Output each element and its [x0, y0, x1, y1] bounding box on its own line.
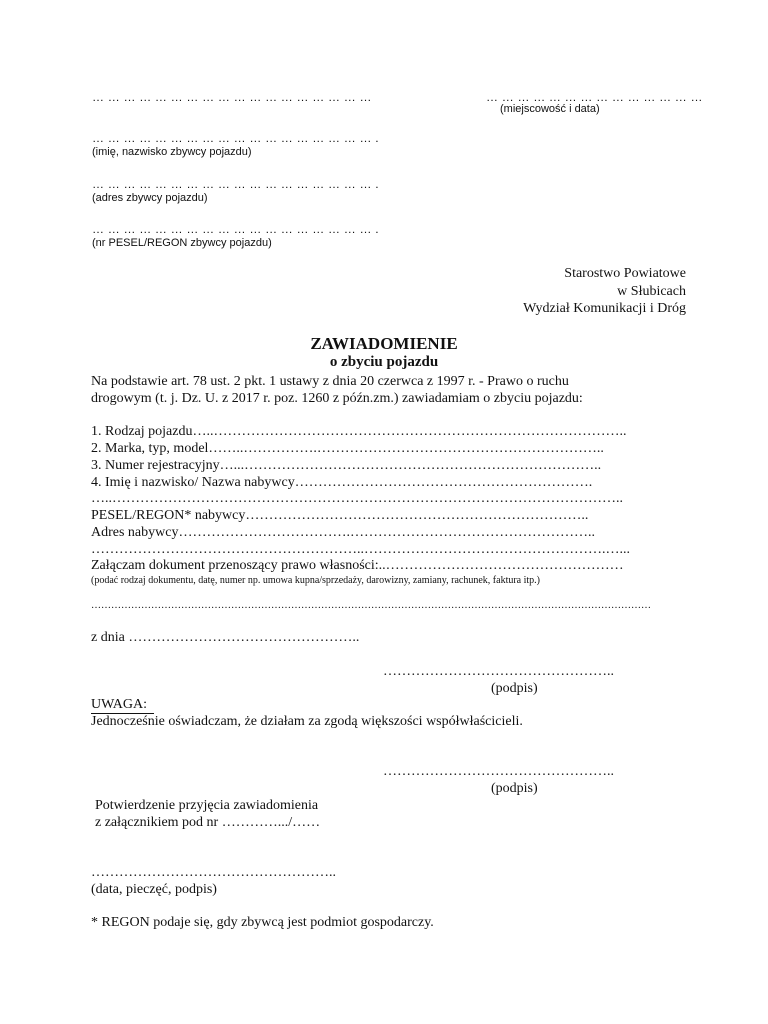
field-buyer-address-cont[interactable]: …………………………………………………..…………………………………………….…... — [91, 542, 630, 557]
field-make-model[interactable]: 2. Marka, typ, model……..…………….…………………………………………………….. — [91, 441, 604, 456]
field-registration-number[interactable]: 3. Numer rejestracyjny…...………………………………………………………………….. — [91, 458, 602, 473]
field-buyer-pesel[interactable]: PESEL/REGON* nabywcy……………………………………………………………….. — [91, 508, 589, 523]
seller-address-caption: (adres zbywcy pojazdu) — [92, 192, 208, 204]
signature-2-dots: ………………………………………….. — [383, 764, 614, 779]
place-line-left: … … … … … … … … … … … … … … … … … … — [92, 90, 372, 104]
recipient-line-1: Starostwo Powiatowe — [564, 266, 686, 281]
attached-document-hint: (podać rodzaj dokumentu, datę, numer np. umowa kupna/sprzedaży, darowizny, zamiany, rachunek, faktura itp.) — [91, 575, 540, 586]
stamp-dots: …………………………………………….. — [91, 865, 336, 880]
confirmation-line-1: Potwierdzenie przyjęcia zawiadomienia — [95, 798, 319, 813]
field-attached-document[interactable]: Załączam dokument przenoszący prawo własności:..…………………………………………… — [91, 558, 624, 573]
intro-line-1: Na podstawie art. 78 ust. 2 pkt. 1 ustawy z dnia 20 czerwca z 1997 r. - Prawo o ruchu — [91, 374, 569, 389]
field-buyer-address[interactable]: Adres nabywcy……………………………….…………………………………………….. — [91, 525, 595, 540]
field-vehicle-type[interactable]: 1. Rodzaj pojazdu…..…………………………………………………………………………….. — [91, 424, 627, 439]
signature-2-label: (podpis) — [491, 781, 538, 796]
field-buyer-name-cont[interactable]: …..……………………………………………………………………………………………….. — [91, 491, 623, 506]
footnote: * REGON podaje się, gdy zbywcą jest podmiot gospodarczy. — [91, 915, 434, 930]
seller-pesel-caption: (nr PESEL/REGON zbywcy pojazdu) — [92, 237, 272, 249]
seller-name-caption: (imię, nazwisko zbywcy pojazdu) — [92, 146, 252, 158]
field-date[interactable]: z dnia ………………………………………….. — [91, 630, 360, 645]
seller-name-dots: … … … … … … … … … … … … … … … … … … . — [92, 131, 379, 145]
recipient-line-2: w Słubicach — [617, 284, 686, 299]
field-attached-document-dots[interactable]: …………………………………………………………………………………………………………………………………………………… — [91, 600, 651, 611]
field-buyer-name[interactable]: 4. Imię i nazwisko/ Nazwa nabywcy………………………………………………………. — [91, 475, 593, 490]
seller-address-dots: … … … … … … … … … … … … … … … … … … . — [92, 177, 379, 191]
notice-text: Jednocześnie oświadczam, że działam za zgodą większości współwłaścicieli. — [91, 714, 523, 729]
signature-1-dots: ………………………………………….. — [383, 664, 614, 679]
place-date-dots: … … … … … … … … … … … … … … — [486, 90, 703, 104]
document-title: ZAWIADOMIENIE — [310, 334, 458, 353]
intro-line-2: drogowym (t. j. Dz. U. z 2017 r. poz. 1260 z późn.zm.) zawiadamiam o zbyciu pojazdu: — [91, 391, 583, 406]
signature-1-label: (podpis) — [491, 681, 538, 696]
recipient-line-3: Wydział Komunikacji i Dróg — [523, 301, 686, 316]
confirmation-line-2: z załącznikiem pod nr ………….../…… — [95, 815, 321, 830]
document-subtitle: o zbyciu pojazdu — [329, 354, 439, 370]
notice-heading: UWAGA: — [91, 697, 147, 712]
seller-pesel-dots: … … … … … … … … … … … … … … … … … … . — [92, 222, 379, 236]
place-date-caption: (miejscowość i data) — [500, 103, 600, 115]
stamp-caption: (data, pieczęć, podpis) — [91, 882, 217, 897]
